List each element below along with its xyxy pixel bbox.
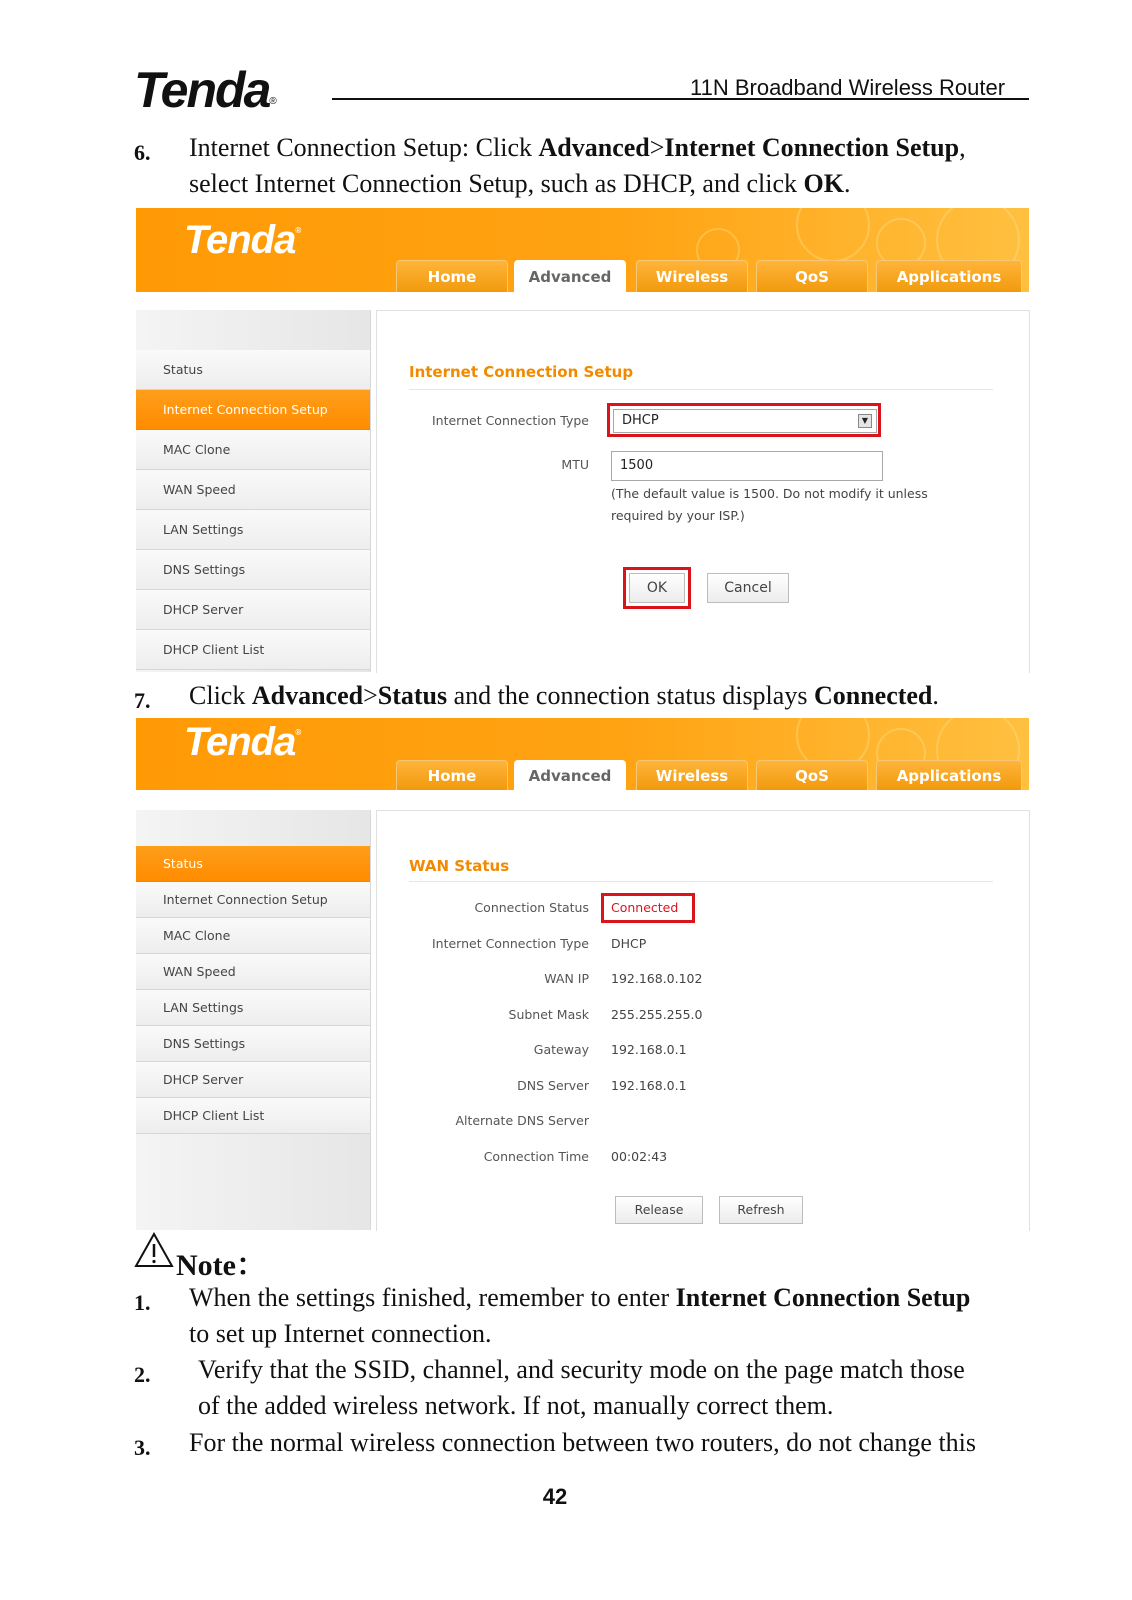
section-title: WAN Status [409, 857, 510, 875]
mtu-hint-line-1: (The default value is 1500. Do not modify it unless [611, 486, 928, 501]
sidebar-item-dns-settings[interactable]: DNS Settings [136, 1026, 370, 1062]
tab-applications[interactable]: Applications [876, 760, 1022, 790]
connection-time-value: 00:02:43 [611, 1149, 668, 1164]
router-banner [136, 718, 1029, 790]
sidebar [136, 810, 371, 1230]
subnet-mask-label: Subnet Mask [508, 1007, 589, 1022]
sidebar-item-mac-clone[interactable]: MAC Clone [136, 430, 370, 470]
router-logo: Tenda® [184, 218, 301, 262]
connection-type-label: Internet Connection Type [431, 413, 589, 428]
sidebar-item-lan-settings[interactable]: LAN Settings [136, 510, 370, 550]
warning-icon [134, 1232, 178, 1270]
ok-button[interactable]: OK [629, 573, 685, 603]
sidebar-item-status[interactable]: Status [136, 350, 370, 390]
document-title: 11N Broadband Wireless Router [690, 75, 1006, 100]
section-rule [409, 389, 993, 390]
sidebar-item-dns-settings[interactable]: DNS Settings [136, 550, 370, 590]
note-2-line-2: of the added wireless network. If not, manually correct them. [198, 1391, 834, 1420]
header-rule [332, 98, 1029, 100]
tab-advanced[interactable]: Advanced [514, 260, 626, 292]
router-screenshot-internet-setup [136, 208, 1029, 672]
sidebar-item-dhcp-client-list[interactable]: DHCP Client List [136, 1098, 370, 1134]
step-6-line-2: select Internet Connection Setup, such as DHCP, and click OK. [189, 169, 851, 198]
tab-applications[interactable]: Applications [876, 260, 1022, 292]
content-panel [376, 310, 1030, 673]
wan-ip-label: WAN IP [544, 971, 589, 986]
connection-type-label: Internet Connection Type [431, 936, 589, 951]
sidebar-item-mac-clone[interactable]: MAC Clone [136, 918, 370, 954]
note-2-line-1: Verify that the SSID, channel, and security mode on the page match those [198, 1355, 965, 1384]
note-title: Note： [176, 1249, 266, 1282]
router-screenshot-wan-status [136, 718, 1029, 1230]
note-1-line-1: When the settings finished, remember to enter Internet Connection Setup [189, 1283, 971, 1312]
mtu-input[interactable]: 1500 [611, 451, 883, 481]
refresh-button[interactable]: Refresh [719, 1196, 803, 1224]
sidebar-item-internet-connection-setup[interactable]: Internet Connection Setup [136, 390, 370, 430]
wan-ip-value: 192.168.0.102 [611, 971, 703, 986]
section-title: Internet Connection Setup [409, 363, 634, 381]
connection-type-value: DHCP [611, 936, 647, 951]
tab-wireless[interactable]: Wireless [636, 260, 748, 292]
connection-type-value: DHCP [622, 413, 659, 428]
router-banner [136, 208, 1029, 292]
sidebar [136, 310, 371, 672]
note-3-line-1: For the normal wireless connection between two routers, do not change this [189, 1428, 977, 1457]
connection-status-value: Connected [611, 900, 679, 915]
sidebar-item-status[interactable]: Status [136, 846, 370, 882]
tab-qos[interactable]: QoS [756, 760, 868, 790]
mtu-hint-line-2: required by your ISP.) [611, 508, 745, 523]
connection-status-label: Connection Status [474, 900, 589, 915]
tab-advanced[interactable]: Advanced [514, 760, 626, 790]
alternate-dns-label: Alternate DNS Server [455, 1113, 589, 1128]
step-7-text: Click Advanced>Status and the connection status displays Connected. [189, 681, 939, 710]
note-2-number: 2. [134, 1362, 151, 1387]
sidebar-item-wan-speed[interactable]: WAN Speed [136, 954, 370, 990]
note-1-line-2: to set up Internet connection. [189, 1319, 492, 1348]
subnet-mask-value: 255.255.255.0 [611, 1007, 703, 1022]
page-number: 42 [542, 1484, 568, 1509]
note-3-number: 3. [134, 1435, 151, 1460]
cancel-button[interactable]: Cancel [707, 573, 789, 603]
content-panel [376, 810, 1030, 1231]
highlight-box [607, 403, 881, 437]
highlight-box [601, 893, 695, 923]
tab-wireless[interactable]: Wireless [636, 760, 748, 790]
note-1-number: 1. [134, 1290, 151, 1315]
section-rule [409, 881, 993, 882]
dns-server-label: DNS Server [517, 1078, 589, 1093]
sidebar-item-internet-connection-setup[interactable]: Internet Connection Setup [136, 882, 370, 918]
sidebar-item-dhcp-server[interactable]: DHCP Server [136, 1062, 370, 1098]
tab-home[interactable]: Home [396, 260, 508, 292]
sidebar-item-dhcp-server[interactable]: DHCP Server [136, 590, 370, 630]
tab-qos[interactable]: QoS [756, 260, 868, 292]
sidebar-item-lan-settings[interactable]: LAN Settings [136, 990, 370, 1026]
step-6-number: 6. [134, 140, 151, 165]
dropdown-arrow-icon[interactable]: ▼ [858, 414, 872, 428]
gateway-value: 192.168.0.1 [611, 1042, 687, 1057]
highlight-box [623, 567, 691, 609]
step-7-number: 7. [134, 688, 151, 713]
sidebar-item-wan-speed[interactable]: WAN Speed [136, 470, 370, 510]
sidebar-item-dhcp-client-list[interactable]: DHCP Client List [136, 630, 370, 670]
gateway-label: Gateway [533, 1042, 589, 1057]
mtu-label: MTU [561, 457, 589, 472]
router-logo: Tenda® [184, 720, 301, 764]
tab-home[interactable]: Home [396, 760, 508, 790]
dns-server-value: 192.168.0.1 [611, 1078, 687, 1093]
connection-time-label: Connection Time [483, 1149, 589, 1164]
step-6-line-1: Internet Connection Setup: Click Advanced>Internet Connection Setup, [189, 133, 966, 162]
release-button[interactable]: Release [615, 1196, 703, 1224]
tenda-logo: Tenda® [134, 62, 275, 118]
